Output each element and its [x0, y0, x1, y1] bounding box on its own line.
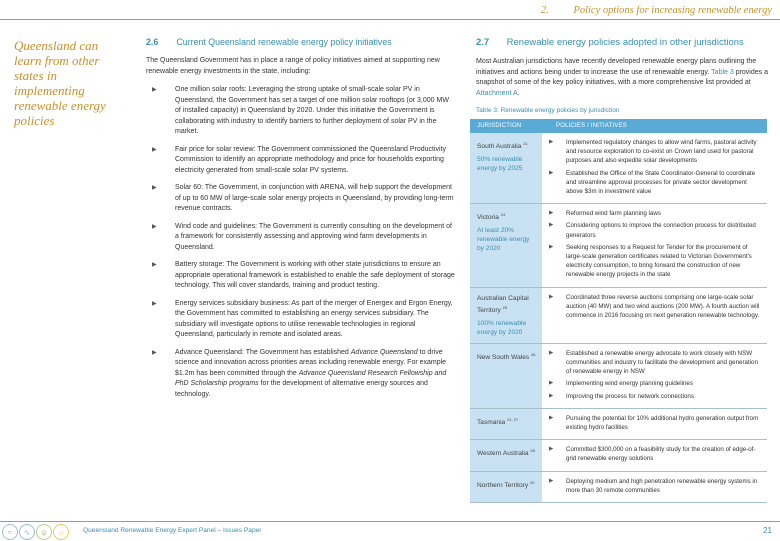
footnote-ref: 24: [500, 212, 506, 218]
jurisdiction-name: Tasmania: [477, 419, 506, 427]
bullet-arrow-icon: ▶: [549, 169, 554, 176]
renewable-target: At least 20% renewable energy by 2020: [477, 227, 530, 253]
renewable-target: 100% renewable energy by 2020: [477, 319, 527, 336]
bullet-arrow-icon: ▶: [549, 380, 554, 387]
page-number: 21: [763, 526, 772, 535]
bullet-arrow-icon: ▶: [549, 139, 554, 145]
chapter-number: 2.: [540, 5, 549, 16]
table-row: [470, 409, 767, 440]
section-2-7: [476, 37, 776, 120]
policies-cell: [542, 204, 767, 286]
list-item: ▶ Battery storage: The Government is working with other state jurisdictions to ensure an appropriate operational framework is established to enable the safe deployment of storage technology. This will cover standards, training and product testing.: [152, 261, 455, 289]
bullet-arrow-icon: ▶: [549, 243, 554, 250]
plant-logo-icon: ψ: [36, 524, 52, 540]
jurisdiction-cell: [470, 409, 542, 439]
list-item: ▶ Fair price for solar review: The Government commissioned the Queensland Productivity Commission to identify an appropriate methodology and price for households exporting electricity generated from small-scale solar PV systems.: [152, 145, 447, 174]
policy-item: ▶ Committed $300,000 on a feasibility study for the creation of edge-of-grid renewable energy solutions: [549, 446, 756, 463]
table-header: [470, 119, 767, 133]
policy-item: ▶ Reformed wind farm planning laws: [549, 210, 661, 218]
policies-cell: [542, 440, 767, 470]
policies-cell: [542, 288, 767, 343]
jurisdiction-name: Western Australia: [477, 450, 529, 458]
table-row: [470, 472, 767, 503]
table-3-link[interactable]: Table 3: [711, 68, 734, 76]
chapter-title: Policy options for increasing renewable energy: [573, 5, 772, 16]
policy-item: ▶ Implementing wind energy planning guidelines: [549, 380, 693, 388]
jurisdiction-cell: [470, 344, 542, 408]
bullet-arrow-icon: ▶: [549, 477, 554, 484]
jurisdiction-cell: [470, 288, 542, 343]
section-title: Renewable energy policies adopted in other jurisdictions: [506, 37, 744, 48]
footnote-ref: 25: [502, 304, 508, 310]
bullet-arrow-icon: ▶: [549, 210, 554, 217]
jurisdiction-name: New South Wales: [477, 354, 530, 362]
policy-item: ▶ Considering options to improve the connection process for distributed generators: [549, 222, 756, 239]
section-2-6: [146, 37, 456, 407]
list-item: ▶ Advance Queensland: The Government has established Advance Queensland to drive science and innovation across priorities areas including renewable energy. For example $1.2m has been committed through the Advance Queensland Research Fellowship and PhD Scholarship programs for the development of alternative energy sources and technology.: [152, 348, 447, 398]
footnote-ref: 21: [523, 141, 528, 146]
table-row: [470, 204, 767, 287]
policy-item: ▶ Coordinated three reverse auctions comprising one large-scale solar auction (40 MW) and two wind auctions (200 MW). A fourth auction will commence in 2016 focusing on next generation renewable technology.: [549, 293, 760, 320]
section-heading: [146, 37, 456, 47]
renewable-target: 50% renewable energy by 2025: [477, 156, 523, 173]
section-title: Current Queensland renewable energy policy initiatives: [176, 37, 392, 47]
sun-logo-icon: ☼: [53, 524, 69, 540]
policies-cell: [542, 409, 767, 439]
list-item: ▶ Energy services subsidiary business: As part of the merger of Energex and Ergon Energy, the Government has committed to establishing an energy services subsidiary. The subsidiary will investigate options to utilise renewable technologies in regional Queensland, particularly in remote and isolated areas.: [152, 299, 453, 338]
footnote-ref: 28: [530, 448, 535, 454]
bullet-arrow-icon: ▶: [152, 349, 157, 356]
section-intro: Most Australian jurisdictions have recently developed renewable energy plans outlining the initiatives and actions being under to increase the use of renewable energy. Table 3 provides a snapshot of some of the key policy initiatives, with a more comprehensive list provided at Attachment A.: [476, 58, 768, 97]
list-item: ▶ One million solar roofs: Leveraging the strong uptake of small-scale solar PV in Queensland, the Government has set a target of one million solar rooftops (or 3,000 MW of installed capacity) in Queensland by 2020. Under this initiative the Government is collaborating with industry to identify barriers to further deployment of solar PV in the market.: [152, 86, 449, 135]
section-heading: [476, 37, 776, 48]
side-pull-quote: Queensland can learn from other states in implementing renewable energy policies: [14, 38, 106, 128]
policies-cell: [542, 344, 767, 408]
bullet-arrow-icon: ▶: [152, 185, 157, 191]
policy-item: ▶ Improving the process for network connections: [549, 392, 694, 400]
bullet-arrow-icon: ▶: [549, 446, 554, 453]
jurisdiction-table: [470, 119, 767, 503]
bullet-arrow-icon: ▶: [549, 349, 554, 356]
policy-item: ▶ Established the Office of the State Coordinator-General to coordinate and streamline approval processes for private sector development above $3m in investment value: [549, 169, 756, 196]
policy-item: ▶ Deploying medium and high penetration renewable energy systems in more than 30 remote communities: [549, 477, 758, 494]
policy-item: ▶ Implemented regulatory changes to allow wind farms, pastoral activity and resource exploration to co-exist on Crown land used for pastoral purposes and also expedite solar developments: [549, 139, 757, 165]
bullet-arrow-icon: ▶: [549, 222, 554, 229]
bullet-arrow-icon: ▶: [549, 293, 554, 300]
bullet-arrow-icon: ▶: [152, 300, 157, 307]
jurisdiction-name: Northern Territory: [477, 481, 529, 489]
footnote-ref: 21, 27: [507, 416, 519, 422]
column-header: JURISDICTION: [477, 123, 522, 129]
section-intro: The Queensland Government has in place a range of policy initiatives aimed at supporting new renewable energy investments in the state, including:: [146, 57, 440, 75]
chapter-heading: [541, 5, 772, 16]
bullet-arrow-icon: ▶: [549, 414, 554, 421]
jurisdiction-cell: [470, 440, 542, 470]
table-body: [470, 133, 767, 503]
list-item: ▶ Solar 60: The Government, in conjunction with ARENA, will help support the development of up to 60 MW of large-scale solar energy projects in Queensland, by providing long-term revenue contracts.: [152, 184, 454, 212]
attachment-a-link[interactable]: Attachment A: [476, 89, 518, 97]
logo-group: [2, 524, 69, 540]
bullet-arrow-icon: ▶: [549, 392, 554, 399]
policies-cell: [542, 133, 767, 203]
column-header: POLICIES / INITIATIVES: [556, 123, 627, 129]
table-row: [470, 133, 767, 204]
initiative-list: [146, 85, 456, 400]
bullet-arrow-icon: ▶: [152, 262, 157, 268]
table-row: [470, 440, 767, 471]
table-row: [470, 288, 767, 344]
footer-title: Queensland Renewable Energy Expert Panel – Issues Paper: [83, 527, 262, 534]
table-row: [470, 344, 767, 409]
jurisdiction-cell: [470, 204, 542, 286]
jurisdiction-name: South Australia: [477, 143, 522, 151]
footnote-ref: 29: [530, 479, 535, 485]
bullet-arrow-icon: ▶: [152, 87, 157, 93]
table-caption: Table 3: Renewable energy policies by jurisdiction: [476, 107, 620, 114]
policy-item: ▶ Seeking responses to a Request for Tender for the procurement of large-scale generation certificates related to Victorian Government's electricity consumption, to bring forward the construction of new renewable energy projects in the state: [549, 243, 752, 279]
section-number: 2.7: [476, 37, 490, 48]
bullet-arrow-icon: ▶: [152, 223, 157, 230]
jurisdiction-name: Victoria: [477, 214, 499, 222]
jurisdiction-cell: [470, 472, 542, 502]
footnote-ref: 26: [531, 351, 536, 357]
water-logo-icon: ≈: [2, 524, 18, 540]
list-item: ▶ Wind code and guidelines: The Government is currently consulting on the development of a framework for consistently assessing and approving wind farm developments in Queensland.: [152, 222, 452, 251]
bullet-arrow-icon: ▶: [152, 146, 157, 153]
policies-cell: [542, 472, 767, 502]
page-footer: [0, 521, 780, 541]
jurisdiction-name: Australian Capital Territory: [477, 294, 529, 314]
policy-item: ▶ Established a renewable energy advocate to work closely with NSW communities and industry to facilitate the development and generation of renewable energy in NSW: [549, 349, 758, 376]
section-number: 2.6: [146, 37, 159, 47]
policy-item: ▶ Pursuing the potential for 10% additional hydro generation output from existing hydro facilities: [549, 414, 759, 432]
wind-logo-icon: ∿: [19, 524, 35, 540]
jurisdiction-cell: [470, 133, 542, 203]
page-header: [0, 0, 780, 20]
